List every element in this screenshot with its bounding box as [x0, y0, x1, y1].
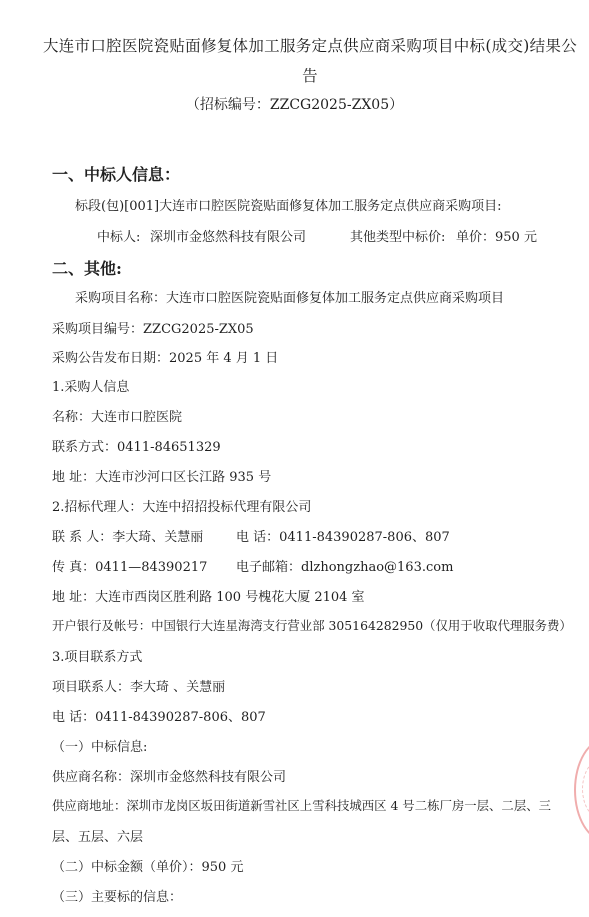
agent-phone: 电 话：0411-84390287-806、807 — [236, 530, 450, 545]
winner-label: 中标人: — [97, 230, 141, 245]
agent-address: 地 址：大连市西岗区胜利路 100 号槐花大厦 2104 室 — [52, 590, 365, 605]
supplier-name: 供应商名称：深圳市金悠然科技有限公司 — [52, 770, 287, 785]
project-code: （招标编号：ZZCG2025-ZX05） — [185, 97, 404, 113]
price-value: 单价：950 元 — [456, 230, 537, 245]
project-contact-heading: 3.项目联系方式 — [52, 650, 143, 665]
document-title-line-1: 大连市口腔医院瓷贴面修复体加工服务定点供应商采购项目中标(成交)结果公 — [42, 37, 578, 55]
bid-info-heading: （一）中标信息: — [52, 740, 148, 755]
project-contact-phone: 电 话：0411-84390287-806、807 — [52, 710, 266, 725]
publish-date-line: 采购公告发布日期：2025 年 4 月 1 日 — [52, 351, 279, 366]
winner-name: 深圳市金悠然科技有限公司 — [150, 230, 307, 245]
project-number-line: 采购项目编号：ZZCG2025-ZX05 — [52, 322, 254, 337]
project-contact-person: 项目联系人：李大琦 、关慧丽 — [52, 680, 226, 695]
lot-line: 标段(包)[001]大连市口腔医院瓷贴面修复体加工服务定点供应商采购项目: — [75, 199, 502, 214]
supplier-address-line-2: 层、五层、六层 — [52, 830, 144, 845]
bid-amount: （二）中标金额（单价）：950 元 — [52, 860, 244, 875]
project-name-line: 采购项目名称：大连市口腔医院瓷贴面修复体加工服务定点供应商采购项目 — [75, 291, 505, 306]
purchaser-address: 地 址：大连市沙河口区长江路 935 号 — [52, 470, 272, 485]
agent-fax: 传 真：0411—84390217 — [52, 560, 208, 575]
purchaser-name: 名称：大连市口腔医院 — [52, 410, 183, 425]
bank-account-line: 开户银行及帐号：中国银行大连星海湾支行营业部 305164282950（仅用于收取代理服务费） — [52, 618, 572, 633]
purchaser-contact: 联系方式：0411-84651329 — [52, 440, 221, 455]
document-title-line-2: 告 — [302, 67, 318, 85]
price-label: 其他类型中标价: — [350, 230, 446, 245]
purchaser-heading: 1.采购人信息 — [52, 380, 130, 395]
agent-email: 电子邮箱：dlzhongzhao@163.com — [236, 560, 454, 575]
supplier-address-line-1: 供应商地址：深圳市龙岗区坂田街道新雪社区上雪科技城西区 4 号二栋厂房一层、二层、三 — [52, 798, 551, 813]
agent-contact-person: 联 系 人：李大琦、关慧丽 — [52, 530, 204, 545]
section-heading-winner: 一、中标人信息： — [52, 165, 181, 184]
section-heading-other: 二、其他: — [52, 259, 122, 278]
agent-heading: 2.招标代理人：大连中招招投标代理有限公司 — [52, 500, 312, 515]
main-target-heading: （三）主要标的信息： — [52, 890, 183, 905]
